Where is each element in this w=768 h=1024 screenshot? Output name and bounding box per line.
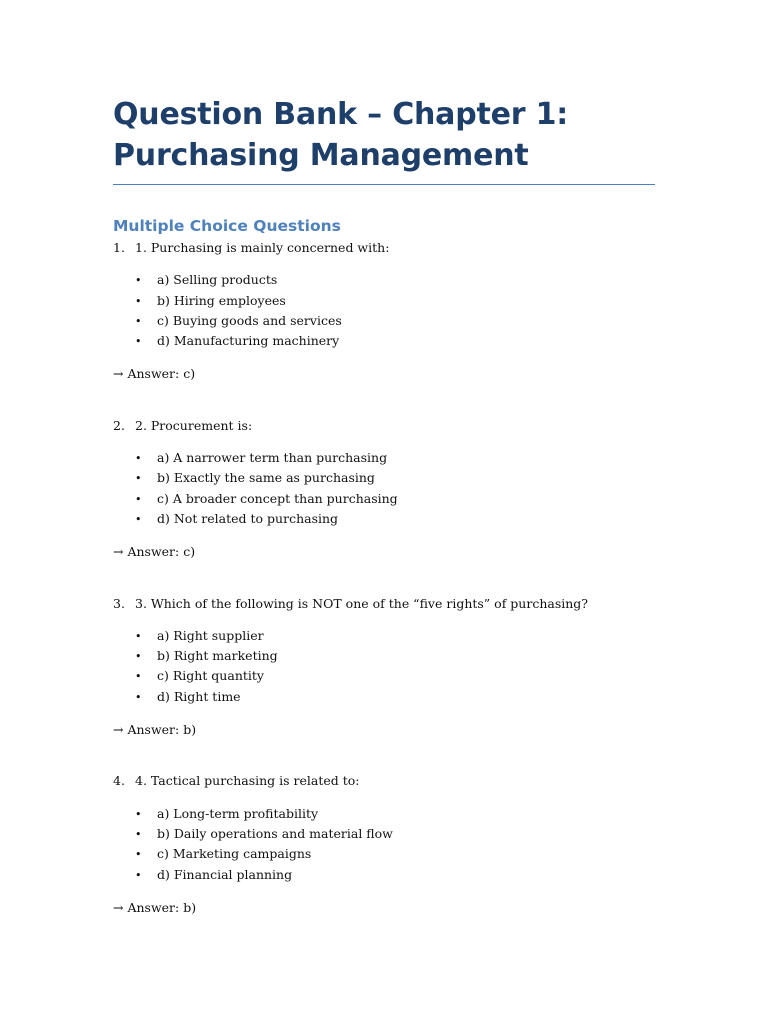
bullet-icon: • [135, 274, 142, 288]
question-text-line [113, 416, 655, 435]
bullet-icon: • [135, 670, 142, 684]
question-block [113, 416, 655, 562]
option-text: d) Manufacturing machinery [157, 333, 340, 349]
option-list [113, 626, 655, 707]
option-item [113, 448, 655, 468]
bullet-icon: • [135, 629, 142, 643]
option-list [113, 270, 655, 351]
bullet-icon: • [135, 512, 142, 526]
option-item [113, 311, 655, 331]
answer-text: → Answer: b) [113, 722, 197, 738]
option-item [113, 489, 655, 509]
question-number: 4. [113, 773, 125, 789]
bullet-icon: • [135, 492, 142, 506]
bullet-icon: • [135, 690, 142, 704]
option-text: a) Long-term profitability [157, 805, 319, 821]
option-item [113, 270, 655, 290]
bullet-icon: • [135, 807, 142, 821]
bullet-icon: • [135, 472, 142, 486]
option-item [113, 291, 655, 311]
bullet-icon: • [135, 452, 142, 466]
option-text: c) Buying goods and services [157, 312, 342, 328]
question-text: 3. Which of the following is NOT one of the “five rights” of purchasing? [135, 595, 588, 611]
option-item [113, 646, 655, 666]
question-number: 1. [113, 240, 125, 255]
option-text: a) A narrower term than purchasing [157, 450, 388, 466]
bullet-icon: • [135, 827, 142, 841]
document-page [113, 94, 655, 917]
bullet-icon: • [135, 868, 142, 882]
option-text: c) A broader concept than purchasing [157, 490, 398, 506]
option-text: d) Not related to purchasing [157, 510, 339, 526]
option-item [113, 824, 655, 844]
question-text: 4. Tactical purchasing is related to: [135, 773, 360, 789]
option-text: b) Exactly the same as purchasing [157, 470, 375, 486]
question-list [113, 238, 655, 917]
option-text: a) Selling products [157, 272, 278, 288]
question-block [113, 594, 655, 740]
option-list [113, 448, 655, 529]
bullet-icon: • [135, 848, 142, 862]
answer-text: → Answer: c) [113, 544, 196, 560]
option-item [113, 626, 655, 646]
option-text: b) Right marketing [157, 648, 278, 664]
option-item [113, 804, 655, 824]
option-item [113, 509, 655, 529]
bullet-icon: • [135, 294, 142, 308]
option-item [113, 666, 655, 686]
option-text: c) Marketing campaigns [157, 846, 312, 862]
option-item [113, 331, 655, 351]
option-text: d) Right time [157, 688, 241, 704]
option-text: b) Hiring employees [157, 292, 286, 308]
question-block [113, 771, 655, 917]
question-text-line [113, 238, 655, 257]
option-item [113, 468, 655, 488]
option-item [113, 844, 655, 864]
document-title: Question Bank – Chapter 1: Purchasing Management [113, 94, 655, 185]
option-item [113, 687, 655, 707]
option-list [113, 804, 655, 885]
question-number: 2. [113, 417, 125, 433]
question-text-line [113, 771, 655, 790]
question-text: 2. Procurement is: [135, 417, 253, 433]
bullet-icon: • [135, 314, 142, 328]
option-text: c) Right quantity [157, 668, 264, 684]
option-text: b) Daily operations and material flow [157, 825, 393, 841]
bullet-icon: • [135, 335, 142, 349]
option-item [113, 865, 655, 885]
answer-text: → Answer: c) [113, 366, 196, 382]
option-text: d) Financial planning [157, 866, 293, 882]
question-number: 3. [113, 595, 125, 611]
section-heading: Multiple Choice Questions [113, 217, 341, 235]
question-text: 1. Purchasing is mainly concerned with: [135, 240, 390, 255]
option-text: a) Right supplier [157, 627, 264, 643]
answer-text: → Answer: b) [113, 899, 197, 915]
question-block [113, 238, 655, 384]
question-text-line [113, 594, 655, 613]
bullet-icon: • [135, 650, 142, 664]
